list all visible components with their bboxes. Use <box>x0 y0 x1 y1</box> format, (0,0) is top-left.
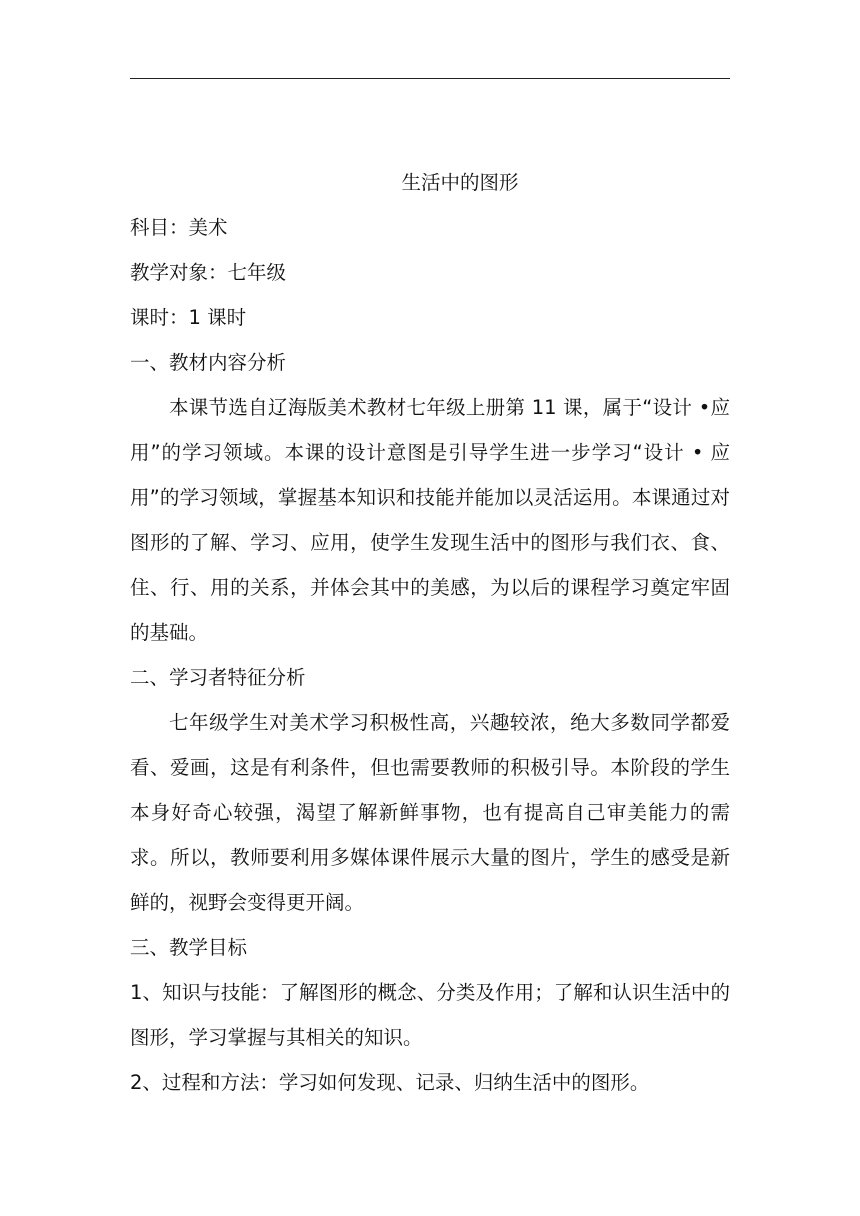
section-body-textbook-analysis: 本课节选自辽海版美术教材七年级上册第 11 课，属于“设计 •应用”的学习领域。本课的设计意图是引导学生进一步学习“设计 • 应用”的学习领域，掌握基本知识和技能并能加以灵活运用。本课通过对图形的了解、学习、应用，使学生发现生活中的图形与我们衣、食、住、行、用的关系，并体会其中的美感，为以后的课程学习奠定牢固的基础。 <box>130 396 730 644</box>
goal-item-knowledge: 1、知识与技能：了解图形的概念、分类及作用；了解和认识生活中的图形，学习掌握与其相关的知识。 <box>130 981 730 1049</box>
section-heading-textbook-analysis: 一、教材内容分析 <box>130 351 287 374</box>
duration-line: 课时：1 课时 <box>130 306 247 329</box>
header-rule <box>130 78 730 79</box>
section-heading-teaching-goals: 三、教学目标 <box>130 936 248 959</box>
document-title: 生活中的图形 <box>401 171 519 194</box>
document-body <box>130 160 730 1105</box>
audience-line: 教学对象：七年级 <box>130 261 287 284</box>
goal-item-process: 2、过程和方法：学习如何发现、记录、归纳生活中的图形。 <box>130 1071 650 1094</box>
section-body-learner-analysis: 七年级学生对美术学习积极性高，兴趣较浓，绝大多数同学都爱看、爱画，这是有利条件，但也需要教师的积极引导。本阶段的学生本身好奇心较强，渴望了解新鲜事物，也有提高自己审美能力的需求。所以，教师要利用多媒体课件展示大量的图片，学生的感受是新鲜的，视野会变得更开阔。 <box>130 711 730 914</box>
section-heading-learner-analysis: 二、学习者特征分析 <box>130 666 306 689</box>
subject-line: 科目：美术 <box>130 216 228 239</box>
